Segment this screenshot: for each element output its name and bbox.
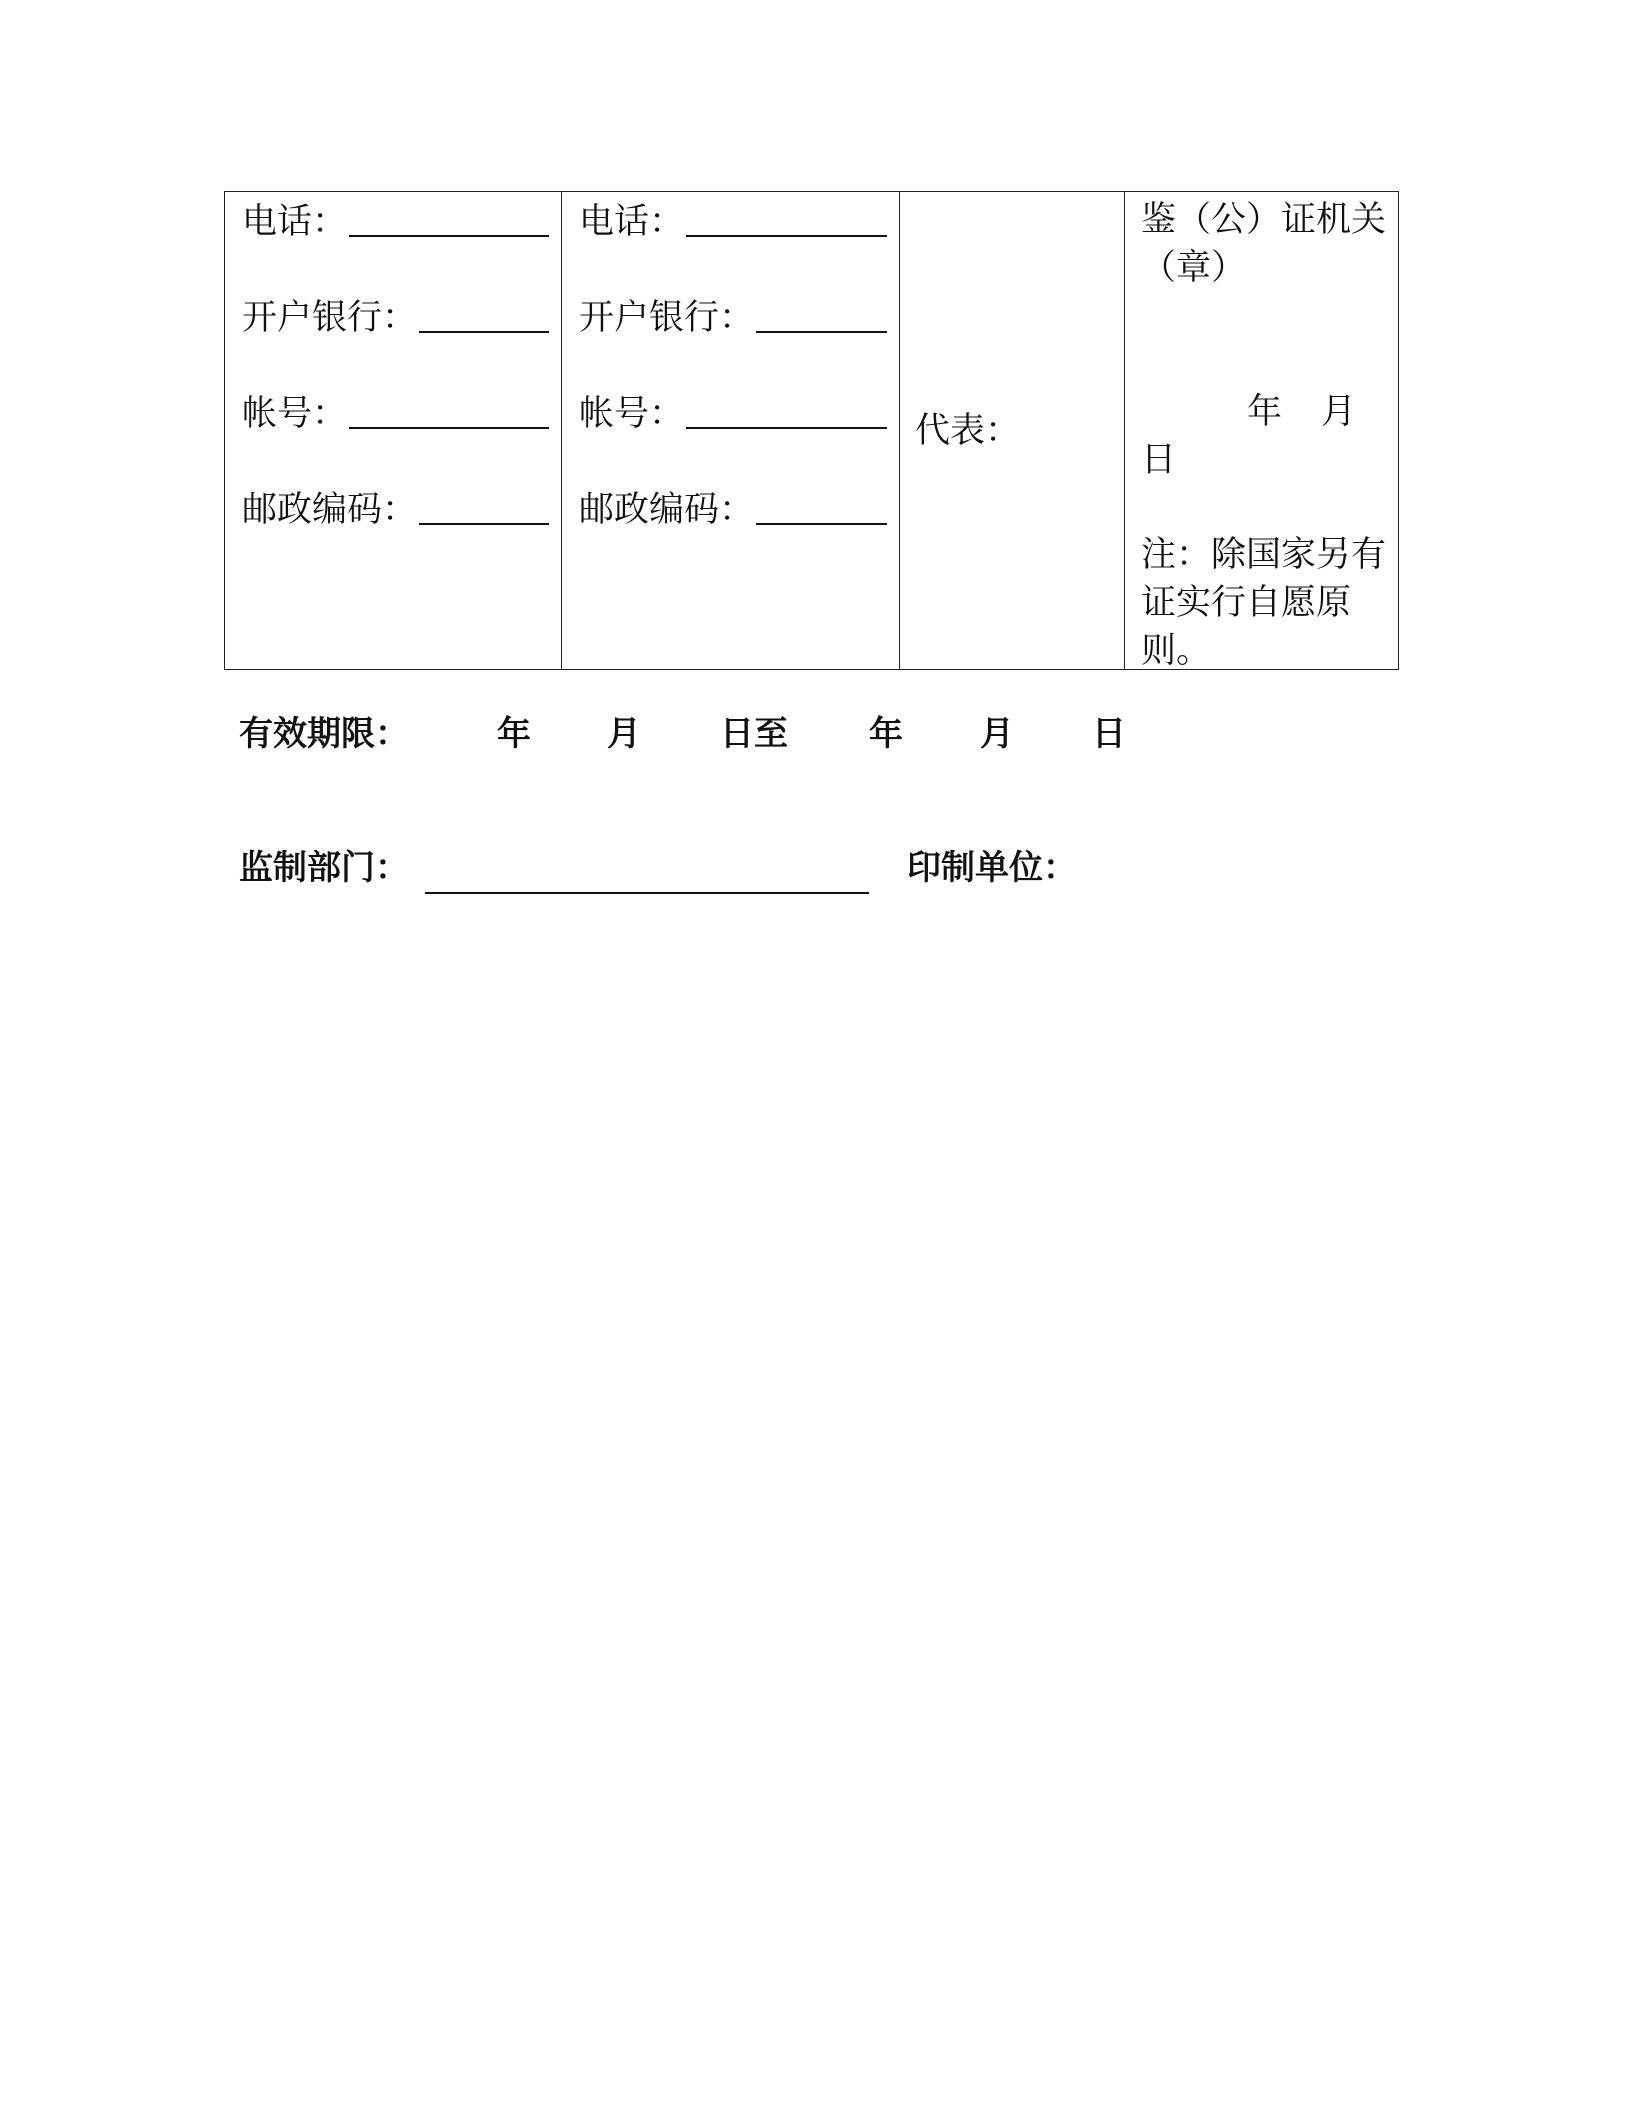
account-label: 帐号： xyxy=(242,394,348,434)
party-b-account-field[interactable] xyxy=(579,390,887,438)
party-b-cell xyxy=(562,192,900,670)
phone-blank-line[interactable] xyxy=(349,215,549,237)
representative-cell xyxy=(900,192,1125,670)
party-a-cell xyxy=(225,192,562,670)
validity-end-year: 年 xyxy=(869,714,903,754)
phone-label: 电话： xyxy=(579,202,685,242)
party-a-phone-field[interactable] xyxy=(242,198,549,246)
bank-label: 开户银行： xyxy=(579,298,755,338)
validity-start-year: 年 xyxy=(497,714,531,754)
party-b-phone-field[interactable] xyxy=(579,198,887,246)
validity-start-day-to: 日至 xyxy=(720,714,788,754)
bank-blank-line[interactable] xyxy=(419,311,549,333)
supervise-blank-line[interactable] xyxy=(425,892,869,894)
printer-label: 印制单位： xyxy=(907,848,1077,888)
validity-end-day: 日 xyxy=(1092,714,1126,754)
bank-blank-line[interactable] xyxy=(756,311,887,333)
account-blank-line[interactable] xyxy=(686,407,887,429)
notary-date xyxy=(1141,388,1391,484)
party-a-postal-field[interactable] xyxy=(242,486,549,534)
notary-note: 注：除国家另有证实行自愿原则。 xyxy=(1141,535,1387,671)
account-blank-line[interactable] xyxy=(349,407,549,429)
notary-seal-text: 鉴（公）证机关（章） xyxy=(1141,200,1387,288)
notary-month: 月 xyxy=(1321,392,1357,432)
account-label: 帐号： xyxy=(579,394,685,434)
postal-label: 邮政编码： xyxy=(579,490,755,530)
postal-blank-line[interactable] xyxy=(419,503,549,525)
validity-end-month: 月 xyxy=(980,714,1014,754)
validity-label: 有效期限： xyxy=(239,714,409,754)
phone-label: 电话： xyxy=(242,202,348,242)
party-b-bank-field[interactable] xyxy=(579,294,887,342)
party-b-postal-field[interactable] xyxy=(579,486,887,534)
postal-blank-line[interactable] xyxy=(756,503,887,525)
contract-signature-table xyxy=(224,191,1399,670)
representative-label: 代表： xyxy=(915,410,1021,451)
bank-label: 开户银行： xyxy=(242,298,418,338)
notary-day: 日 xyxy=(1141,440,1177,480)
notary-year: 年 xyxy=(1247,392,1283,432)
notary-seal-cell xyxy=(1125,192,1399,670)
footer-line xyxy=(239,840,1139,900)
supervise-label: 监制部门： xyxy=(239,848,409,888)
phone-blank-line[interactable] xyxy=(686,215,887,237)
party-a-bank-field[interactable] xyxy=(242,294,549,342)
party-a-account-field[interactable] xyxy=(242,390,549,438)
validity-start-month: 月 xyxy=(607,714,641,754)
postal-label: 邮政编码： xyxy=(242,490,418,530)
